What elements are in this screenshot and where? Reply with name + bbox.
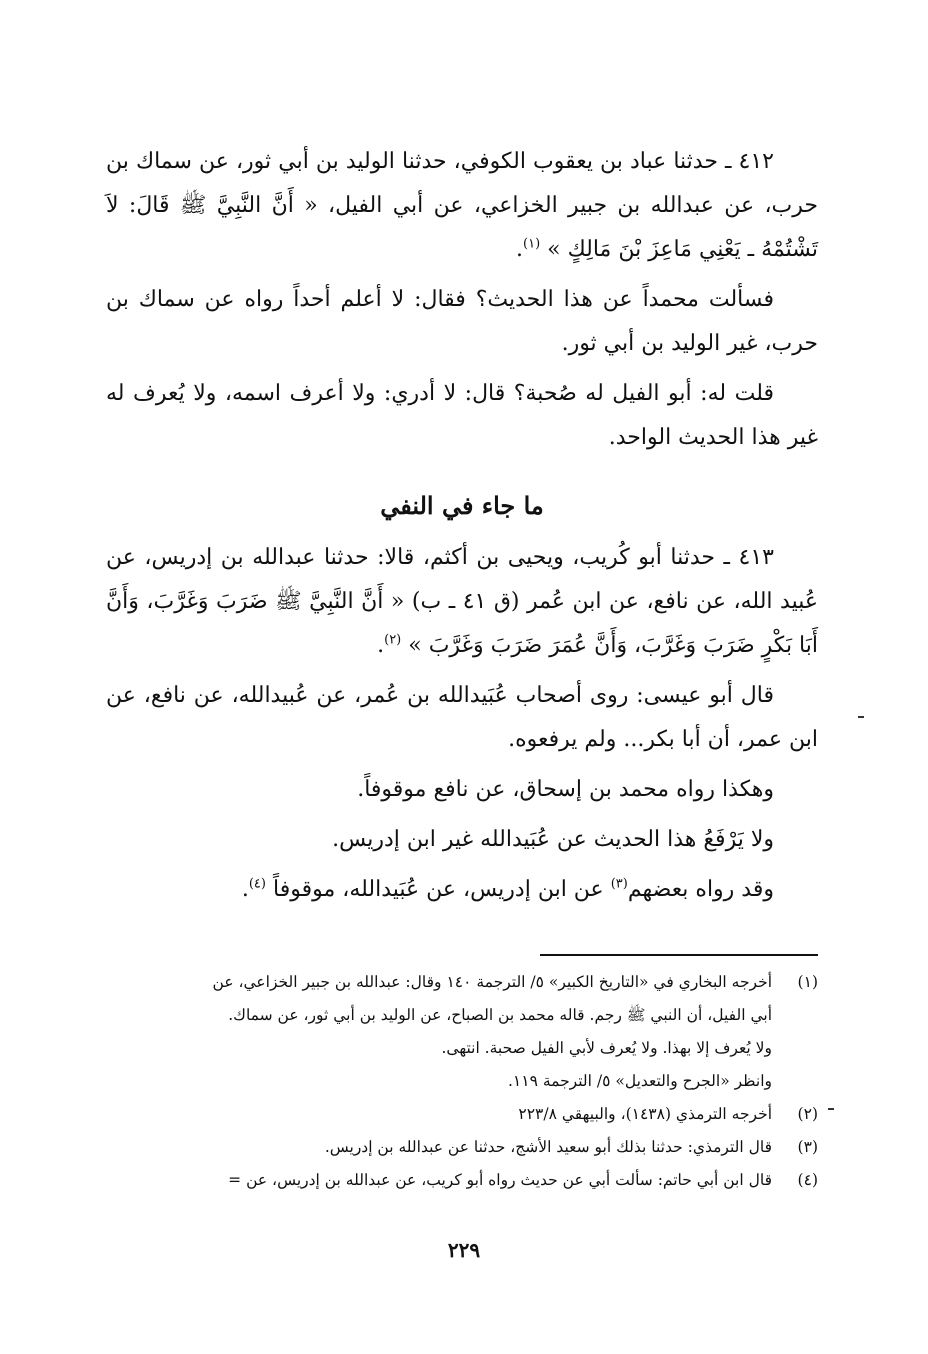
footnote-separator (540, 954, 818, 956)
footnote-2: (٢)أخرجه الترمذي (١٤٣٨)، والبيهقي ٢٢٣/٨ (106, 1098, 818, 1131)
footnote-ref-2: (٢) (384, 632, 402, 648)
footnote-4: (٤)قال ابن أبي حاتم: سألت أبي عن حديث رواه أبو كريب، عن عبدالله بن إدريس، عن = (106, 1164, 818, 1197)
hadith-412-answer: قلت له: أبو الفيل له صُحبة؟ قال: لا أدري: ولا أعرف اسمه، ولا يُعرف له غير هذا الحديث الواحد. (106, 381, 818, 450)
footnote-1-line-3: ولا يُعرف إلا بهذا. ولا يُعرف لأبي الفيل صحبة. انتهى. (441, 1039, 772, 1057)
footnote-3: (٣)قال الترمذي: حدثنا بذلك أبو سعيد الأشج، حدثنا عن عبدالله بن إدريس. (106, 1131, 818, 1164)
page-number: ٢٢٩ (447, 1238, 481, 1262)
footnote-ref-3: (٣) (610, 876, 628, 892)
hadith-413-comment: قال أبو عيسى: روى أصحاب عُبَيدالله بن عُمر، عن عُبيدالله، عن نافع، عن ابن عمر، أن أبا بكر... ولم يرفعوه. (106, 683, 818, 752)
footnote-ref-4: (٤) (248, 876, 266, 892)
scan-mark (828, 1108, 834, 1110)
hadith-412-text: ٤١٢ ـ حدثنا عباد بن يعقوب الكوفي، حدثنا الوليد بن أبي ثور، عن سماك بن حرب، عن عبدالله بن جبير الخزاعي، عن أبي الفيل، « أَنَّ النَّبِيَّ ﷺ قَالَ: لاَ تَشْتُمْهُ ـ يَعْنِي مَاعِزَ بْنَ مَالِكٍ » $^{(١)}$. (106, 149, 818, 262)
hadith-413-note-mawquf: وقد رواه بعضهم$^{(٣)}$ عن ابن إدريس، عن عُبَيدالله، موقوفاً $^{(٤)}$. (241, 876, 774, 902)
hadith-413 (106, 536, 818, 912)
footnote-4-label: (٤) (797, 1171, 818, 1189)
hadith-413-note-idris: ولا يَرْفَعُ هذا الحديث عن عُبَيدالله غير ابن إدريس. (332, 827, 774, 852)
hadith-412 (106, 140, 818, 460)
footnote-1-line-4: وانظر «الجرح والتعديل» ٥/ الترجمة ١١٩. (507, 1072, 772, 1090)
footnote-2-label: (٢) (797, 1105, 818, 1123)
footnote-ref-1: (١) (523, 236, 541, 252)
hadith-413-note-ishaq: وهكذا رواه محمد بن إسحاق، عن نافع موقوفاً. (357, 777, 774, 802)
footnote-1-label: (١) (797, 973, 818, 991)
footnote-1: (١)أخرجه البخاري في «التاريخ الكبير» ٥/ الترجمة ١٤٠ وقال: عبدالله بن جبير الخزاعي، عن (106, 966, 818, 999)
footnotes (106, 966, 818, 1197)
section-title: ما جاء في النفي (380, 491, 544, 520)
scan-mark (858, 716, 864, 718)
footnote-1-line-2: أبي الفيل، أن النبي ﷺ رجم. قاله محمد بن الصباح، عن الوليد بن أبي ثور، عن سماك. (228, 1006, 772, 1024)
hadith-412-question: فسألت محمداً عن هذا الحديث؟ فقال: لا أعلم أحداً رواه عن سماك بن حرب، غير الوليد بن أبي ثور. (106, 287, 818, 356)
hadith-413-text: ٤١٣ ـ حدثنا أبو كُريب، ويحيى بن أكثم، قالا: حدثنا عبدالله بن إدريس، عن عُبيد الله، عن نافع، عن ابن عُمر (ق ٤١ ـ ب) « أَنَّ النَّبِيَّ ﷺ ضَرَبَ وَغَرَّبَ، وَأَنَّ أَبَا بَكْرٍ ضَرَبَ وَغَرَّبَ، وَأَنَّ عُمَرَ ضَرَبَ وَغَرَّبَ » $^{(٢)}$. (106, 545, 818, 658)
footnote-3-label: (٣) (797, 1138, 818, 1156)
